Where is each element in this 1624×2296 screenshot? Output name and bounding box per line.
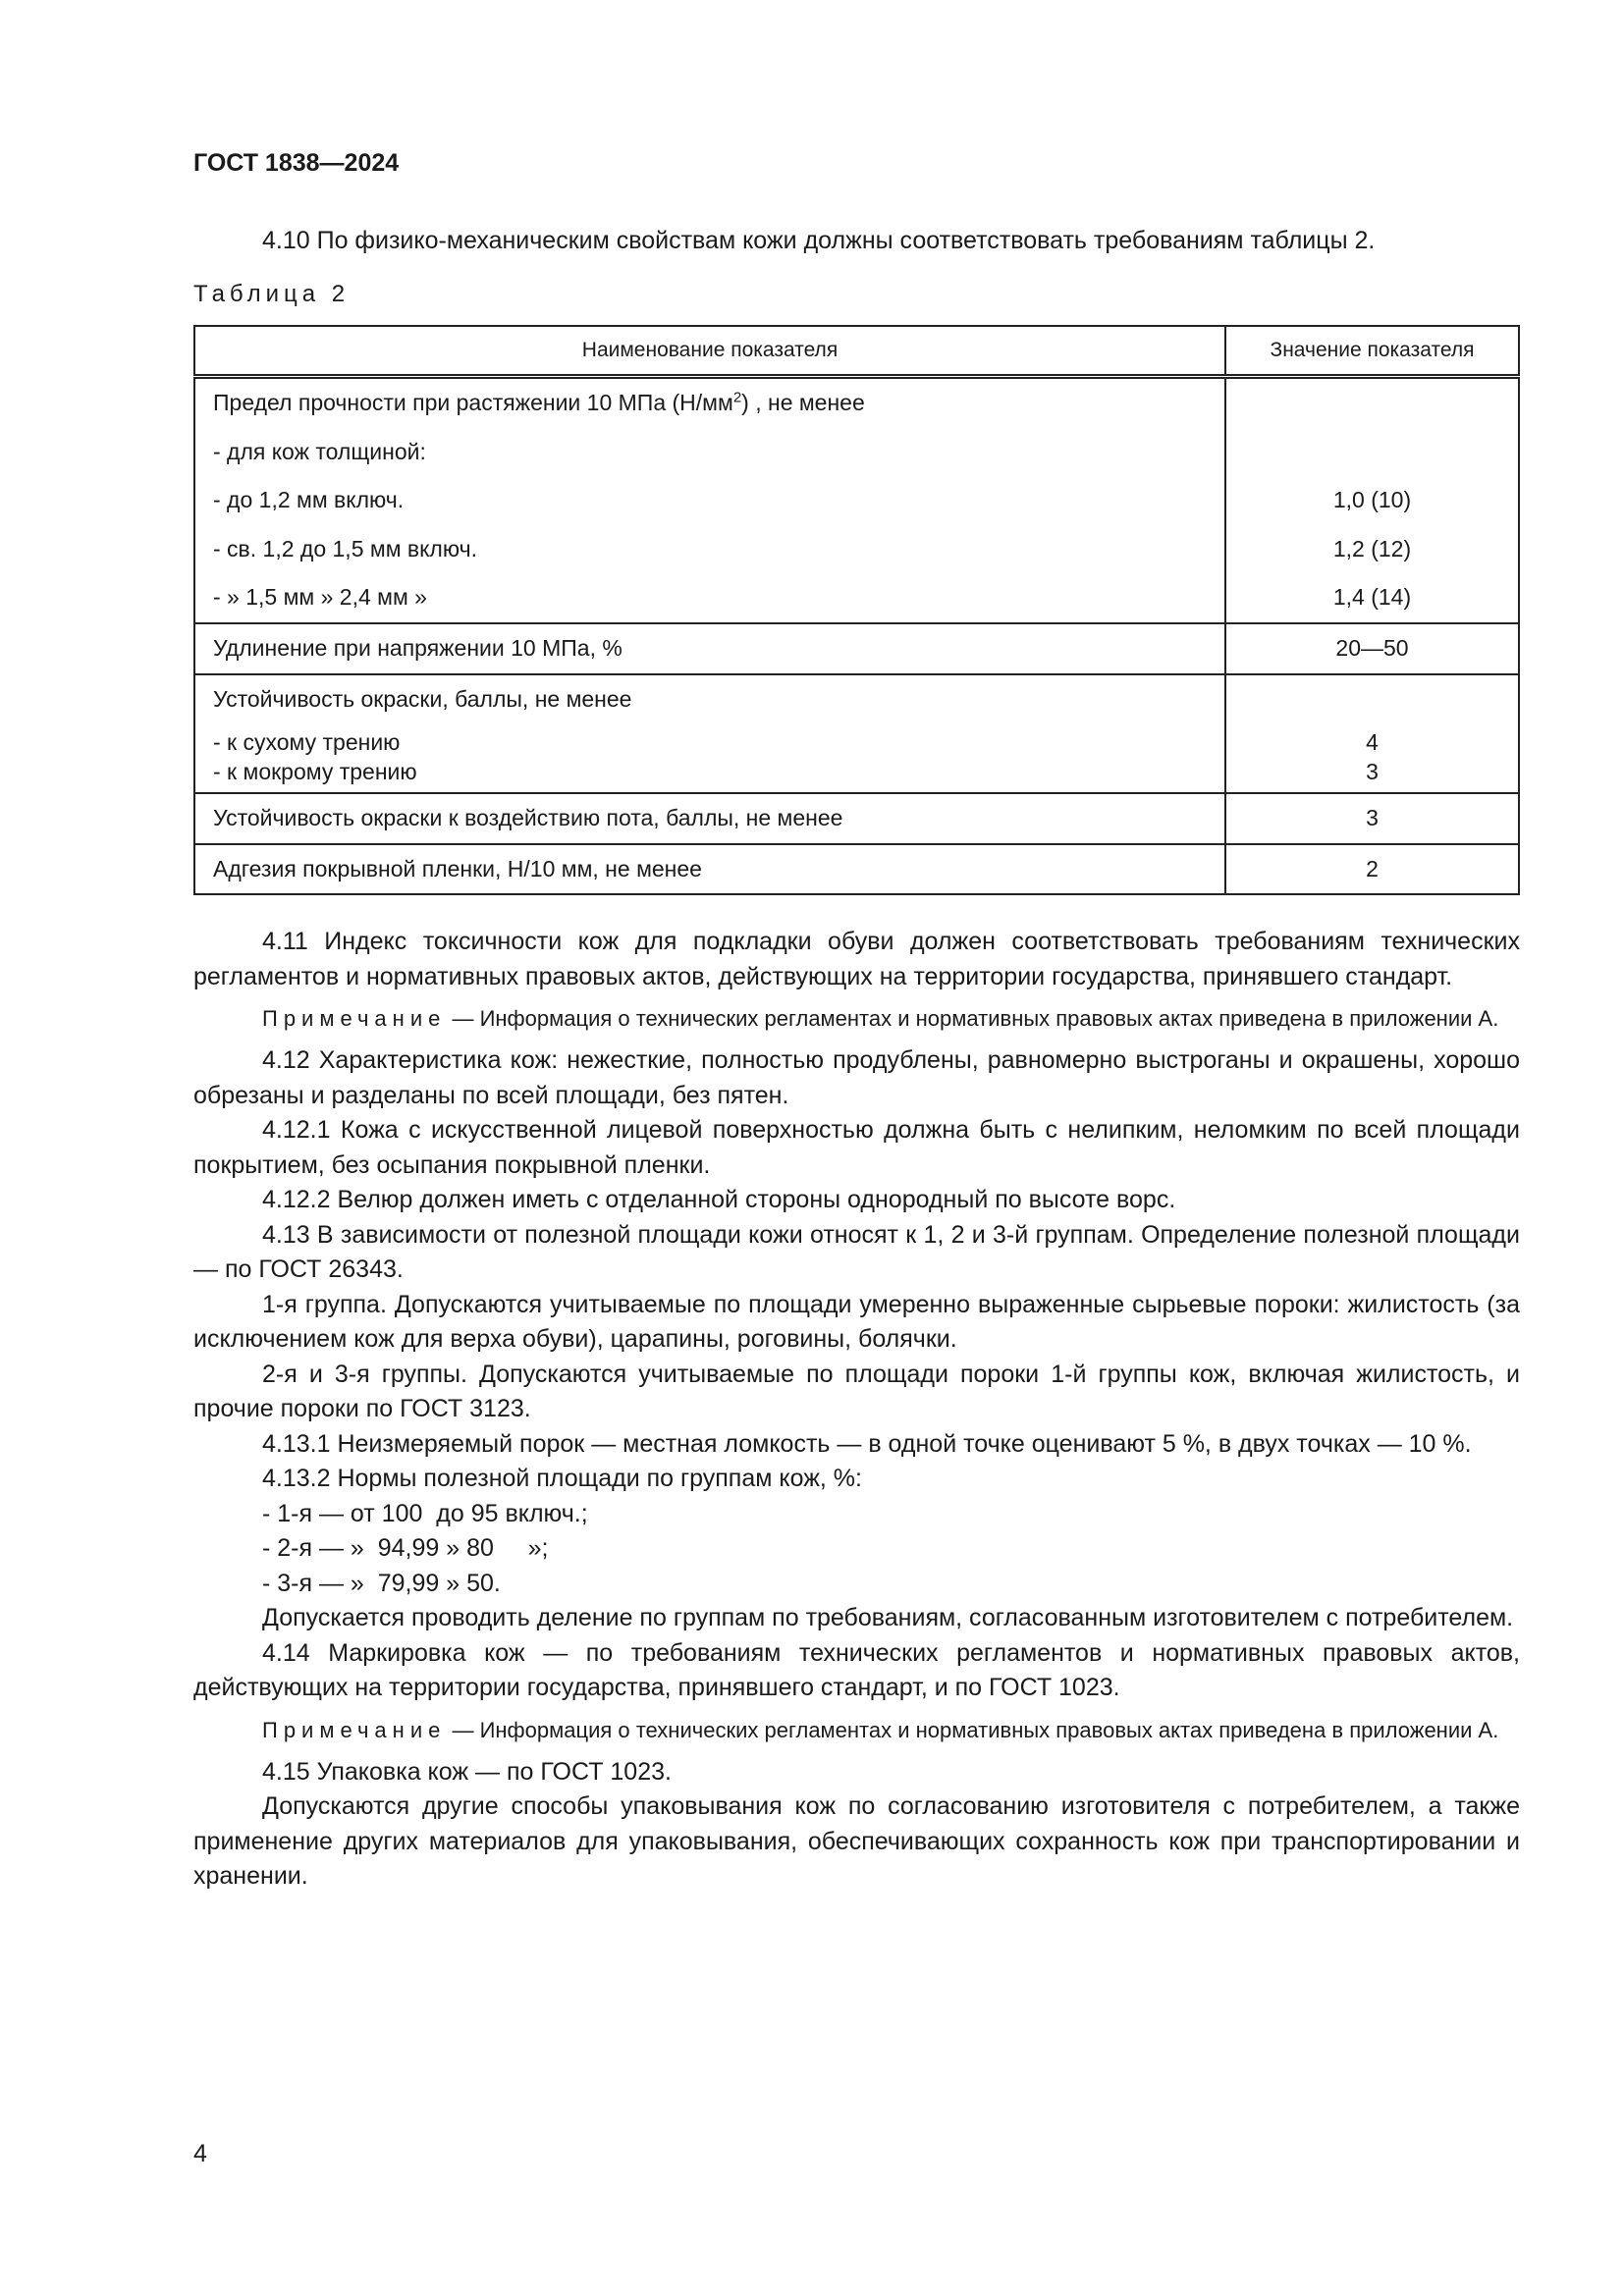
table-row-color-fastness bbox=[194, 674, 1519, 794]
table-row-elongation bbox=[194, 623, 1519, 674]
body-text bbox=[193, 925, 1520, 1895]
elongation-value: 20—50 bbox=[1335, 634, 1409, 661]
wet-rub-label: - к мокрому трению bbox=[213, 759, 417, 785]
paragraph-4-12-1: 4.12.1 Кожа с искусственной лицевой поверхностью должна быть с нелипким, неломким по всей площади покрытием, без осыпания покрывной пленки. bbox=[193, 1116, 1520, 1179]
tensile-value-a: 1,0 (10) bbox=[1332, 487, 1412, 513]
table-row-tensile bbox=[194, 377, 1519, 623]
sweat-fastness-value: 3 bbox=[1366, 805, 1379, 831]
paragraph-4-13: 4.13 В зависимости от полезной площади кожи относят к 1, 2 и 3-й группам. Определение полезной площади — по ГОСТ 26343. bbox=[193, 1220, 1520, 1283]
table-row-sweat-fastness bbox=[194, 793, 1519, 844]
tensile-label-b: - св. 1,2 до 1,5 мм включ. bbox=[213, 535, 477, 561]
paragraph-4-15: 4.15 Упаковка кож — по ГОСТ 1023. bbox=[262, 1757, 672, 1786]
table-header-name: Наименование показателя bbox=[194, 326, 1225, 377]
page-number: 4 bbox=[193, 2140, 207, 2167]
paragraph-4-12: 4.12 Характеристика кож: нежесткие, полностью продублены, равномерно выстроганы и окрашены, хорошо обрезаны и разделаны по всей площади, без пятен. bbox=[193, 1046, 1520, 1109]
list-item-1: - 1-я — от 100 до 95 включ.; bbox=[262, 1499, 588, 1527]
table-header-row bbox=[194, 326, 1519, 377]
paragraph-4-14: 4.14 Маркировка кож — по требованиям технических регламентов и нормативных правовых актов, действующих на территории государства, принявшего стандарт, и по ГОСТ 1023. bbox=[193, 1638, 1520, 1701]
paragraph-pack-other: Допускаются другие способы упаковывания кож по согласованию изготовителя с потребителем, а также применение других материалов для упаковывания, обеспечивающих сохранность кож при транспортировании и хранении. bbox=[193, 1792, 1520, 1890]
note-1 bbox=[193, 1003, 1520, 1035]
dry-rub-value: 4 bbox=[1366, 729, 1379, 756]
tensile-label-a: - до 1,2 мм включ. bbox=[213, 487, 405, 513]
table-caption: Таблица 2 bbox=[193, 281, 351, 307]
paragraph-allow-split: Допускается проводить деление по группам по требованиям, согласованным изготовителем с потребителем. bbox=[262, 1604, 1514, 1631]
tensile-subtitle: - для кож толщиной: bbox=[213, 438, 426, 464]
document-header: ГОСТ 1838—2024 bbox=[193, 149, 400, 177]
tensile-title: Предел прочности при растяжении 10 МПа $(Н/мм^2)$ , не менее bbox=[213, 389, 865, 415]
tensile-value-b: 1,2 (12) bbox=[1332, 535, 1412, 561]
note-1-label: Примечание bbox=[262, 1006, 447, 1031]
table-row-adhesion bbox=[194, 844, 1519, 895]
dry-rub-label: - к сухому трению bbox=[213, 729, 401, 756]
paragraph-4-12-2: 4.12.2 Велюр должен иметь с отделанной стороны однородный по высоте ворс. bbox=[262, 1186, 1176, 1213]
tensile-label-c: - » 1,5 мм » 2,4 мм » bbox=[213, 584, 427, 611]
color-fastness-title: Устойчивость окраски, баллы, не менее bbox=[213, 685, 632, 712]
sweat-fastness-label: Устойчивость окраски к воздействию пота, баллы, не менее bbox=[213, 805, 843, 831]
paragraph-group-2-3: 2-я и 3-я группы. Допускаются учитываемые по площади пороки 1-й группы кож, включая жилистость, и прочие пороки по ГОСТ 3123. bbox=[193, 1360, 1520, 1422]
paragraph-group-1: 1-я группа. Допускаются учитываемые по площади умеренно выраженные сырьевые пороки: жилистость (за исключением кож для верха обуви), царапины, роговины, болячки. bbox=[193, 1290, 1520, 1353]
section-4-10 bbox=[193, 224, 1520, 259]
tensile-values bbox=[1225, 377, 1519, 623]
note-1-text: — Информация о технических регламентах и нормативных правовых актах приведена в приложении А. bbox=[446, 1006, 1499, 1031]
wet-rub-value: 3 bbox=[1366, 759, 1379, 785]
paragraph-4-11: 4.11 Индекс токсичности кож для подкладки обуви должен соответствовать требованиям технических регламентов и нормативных правовых актов, действующих на территории государства, принявшего стандарт. bbox=[193, 928, 1520, 990]
adhesion-value: 2 bbox=[1366, 855, 1379, 881]
elongation-label: Удлинение при напряжении 10 МПа, % bbox=[213, 634, 623, 661]
adhesion-label: Адгезия покрывной пленки, Н/10 мм, не менее bbox=[213, 855, 702, 881]
list-item-2: - 2-я — » 94,99 » 80 »; bbox=[262, 1534, 549, 1562]
table-header-value: Значение показателя bbox=[1225, 326, 1519, 377]
tensile-labels bbox=[194, 377, 1225, 623]
note-2-text: — Информация о технических регламентах и нормативных правовых актах приведена в приложении А. bbox=[446, 1717, 1499, 1742]
note-2-label: Примечание bbox=[262, 1717, 447, 1742]
list-item-3: - 3-я — » 79,99 » 50. bbox=[262, 1569, 501, 1597]
paragraph-4-10: 4.10 По физико-механическим свойствам кожи должны соответствовать требованиям таблицы 2. bbox=[262, 227, 1376, 254]
table-2 bbox=[193, 325, 1520, 895]
tensile-value-c: 1,4 (14) bbox=[1332, 584, 1412, 611]
note-2 bbox=[193, 1715, 1520, 1746]
paragraph-4-13-2: 4.13.2 Нормы полезной площади по группам кож, %: bbox=[262, 1465, 862, 1492]
paragraph-4-13-1: 4.13.1 Неизмеряемый порок — местная ломкость — в одной точке оценивают 5 %, в двух точках — 10 %. bbox=[262, 1429, 1472, 1458]
